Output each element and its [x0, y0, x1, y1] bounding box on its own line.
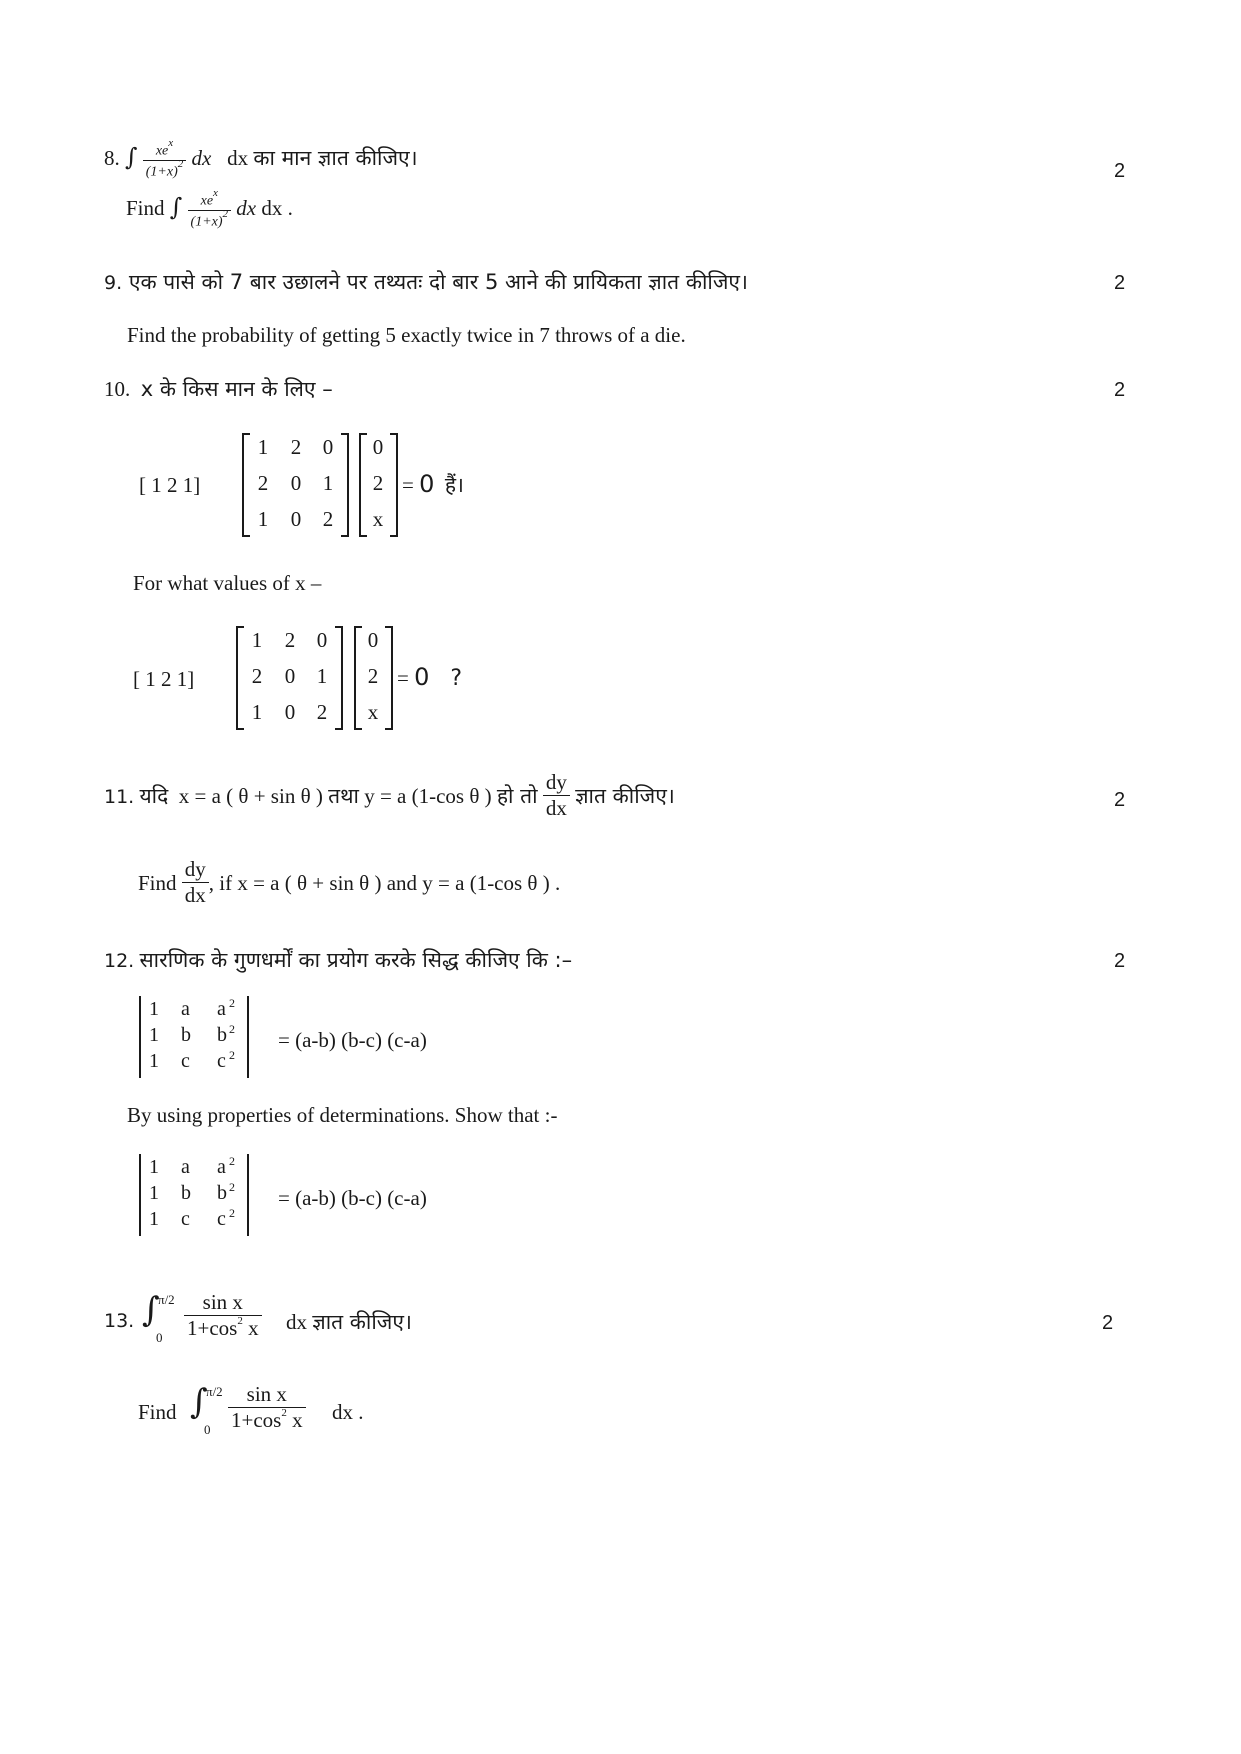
- q8-hindi-text: का मान ज्ञात कीजिए।: [253, 145, 418, 170]
- q12-number: 12.: [104, 950, 135, 972]
- q13-en-lower-limit: 0: [204, 1422, 211, 1437]
- q10-hindi-line: 10. x के किस मान के लिए –: [104, 377, 333, 401]
- q13-lower-limit: 0: [156, 1330, 163, 1345]
- integral-sign: ∫: [190, 1382, 208, 1422]
- q13-upper-limit: π/2: [158, 1292, 175, 1307]
- q10-row-vector: [ 1 2 1]: [139, 473, 201, 497]
- q10-en-row-vector: [ 1 2 1]: [133, 667, 195, 691]
- q10-marks: 2: [1114, 379, 1126, 401]
- q10-equals: = 0 हैं।: [402, 470, 464, 498]
- q11-marks: 2: [1114, 789, 1126, 811]
- q9-marks: 2: [1114, 272, 1126, 294]
- q13-en-suffix: dx .: [332, 1400, 364, 1424]
- q10-en-column: 0 2 x: [354, 626, 393, 730]
- q9-hindi-line: [104, 268, 748, 296]
- q12-determinant: 1 a a 2 1 b b 2 1 c c 2: [139, 996, 249, 1078]
- integral-sign: ∫: [142, 1290, 160, 1330]
- q13-marks: 2: [1102, 1312, 1114, 1334]
- q13-en-fraction: $\frac{\text{sin x}}{1+\cos^2 x}$: [228, 1382, 306, 1433]
- q13-number: 13.: [104, 1310, 135, 1332]
- q11-derivative: $\frac{dy}{dx}$: [543, 770, 570, 821]
- q9-english-text: Find the probability of getting 5 exactly twice in 7 throws of a die.: [127, 323, 686, 347]
- q9-hindi-text: एक पासे को 7 बार उछालने पर तथ्यतः दो बार 5 आने की प्रायिकता ज्ञात कीजिए।: [128, 270, 748, 294]
- q13-en-upper-limit: π/2: [206, 1384, 223, 1399]
- q10-en-equals: = 0 ?: [397, 663, 463, 691]
- q12-hindi-line: 12. सारणिक के गुणधर्मों का प्रयोग करके सिद्ध कीजिए कि :–: [104, 948, 573, 972]
- q13-hindi-tail: dx ज्ञात कीजिए।: [286, 1310, 412, 1334]
- q12-rhs: = (a-b) (b-c) (c-a): [278, 1028, 427, 1052]
- q10-number: 10.: [104, 377, 131, 401]
- q13-fraction: $\frac{\text{sin x}}{1+\cos^2 x}$: [184, 1290, 262, 1341]
- q11-number: 11.: [104, 786, 135, 808]
- q11-english-line: Find $\frac{dy}{dx}$ , if x = a ( θ + sin θ ) and y = a (1-cos θ ) .: [138, 857, 561, 907]
- q10-en-matrix: 1 2 0 2 0 1 1 0 2: [236, 626, 343, 730]
- q13-en-prefix: Find: [138, 1400, 177, 1424]
- q10-matrix: 1 2 0 2 0 1 1 0 2: [242, 433, 349, 537]
- q10-column: 0 2 x: [359, 433, 398, 537]
- q8-hindi-line: 8. ∫ $\frac{xe^x}{(1+x)^2}$ dx dx का मान ज्ञात कीजिए।: [104, 137, 418, 180]
- q12-en-determinant: 1 a a 2 1 b b 2 1 c c 2: [139, 1154, 249, 1236]
- q8-number: 8.: [104, 145, 120, 170]
- q11-en-derivative: $\frac{dy}{dx}$: [182, 857, 209, 908]
- q10-english-text: For what values of x –: [133, 571, 322, 595]
- q12-english-text: By using properties of determinations. Show that :-: [127, 1103, 558, 1127]
- q8-marks: 2: [1114, 160, 1126, 182]
- integral-sign: ∫: [169, 192, 183, 221]
- q8-english-line: Find ∫ $\frac{xe^x}{(1+x)^2}$ dx dx .: [126, 187, 293, 230]
- q8-en-fraction: $\frac{xe^x}{(1+x)^2}$: [188, 190, 232, 230]
- q11-hindi-line: 11. यदि x = a ( θ + sin θ ) तथा y = a (1-cos θ ) हो तो $\frac{dy}{dx}$ ज्ञात कीजिए।: [104, 770, 675, 820]
- q12-en-rhs: = (a-b) (b-c) (c-a): [278, 1186, 427, 1210]
- q12-marks: 2: [1114, 950, 1126, 972]
- q8-fraction: $\frac{xe^x}{(1+x)^2}$: [143, 140, 187, 180]
- integral-sign: ∫: [125, 142, 138, 171]
- q9-number: 9.: [104, 272, 123, 294]
